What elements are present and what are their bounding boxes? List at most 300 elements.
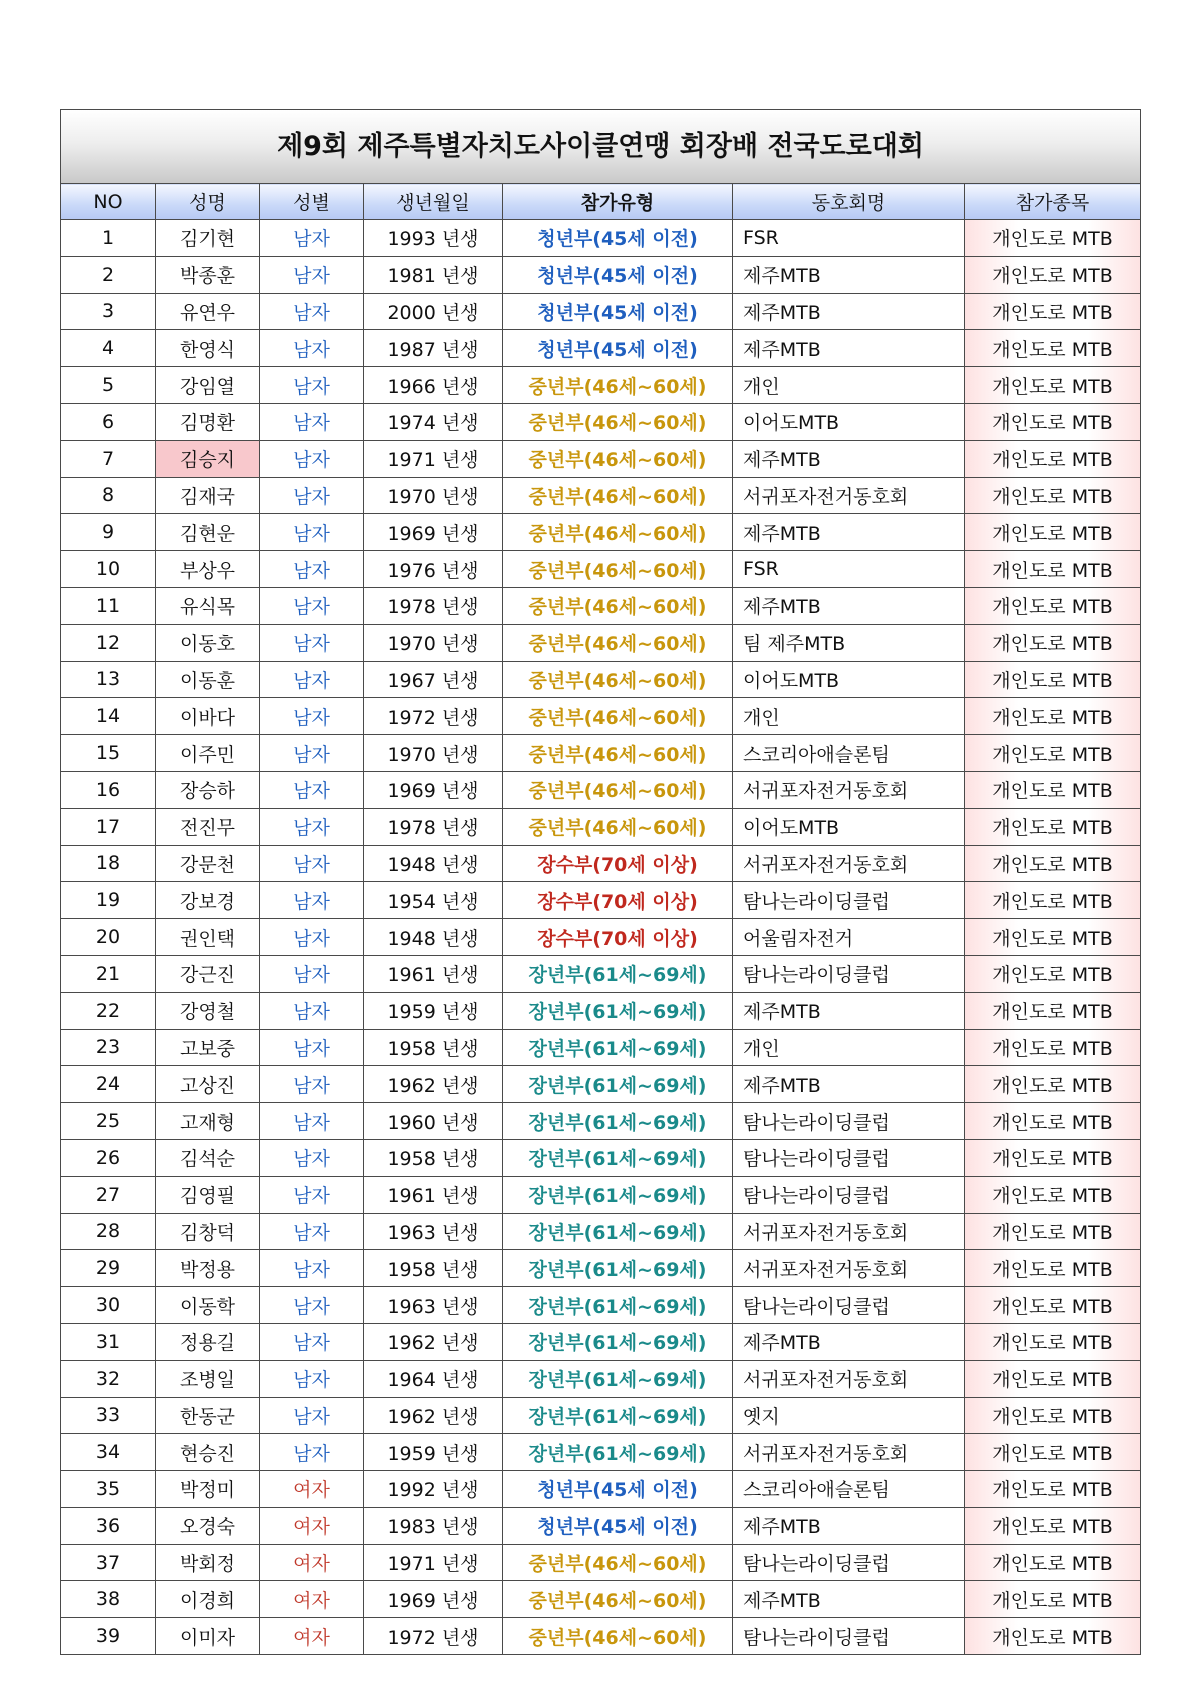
cell-gender: 여자 [260, 1544, 364, 1581]
cell-name: 고보중 [156, 1029, 260, 1066]
cell-gender: 여자 [260, 1507, 364, 1544]
cell-club: 제주MTB [733, 992, 965, 1029]
cell-no: 39 [61, 1618, 156, 1655]
cell-event: 개인도로 MTB [965, 1507, 1141, 1544]
cell-name: 김명환 [156, 403, 260, 440]
cell-birth: 1958 년생 [364, 1139, 503, 1176]
cell-birth: 1969 년생 [364, 514, 503, 551]
cell-club: 제주MTB [733, 514, 965, 551]
cell-birth: 1962 년생 [364, 1323, 503, 1360]
cell-event: 개인도로 MTB [965, 367, 1141, 404]
cell-gender: 남자 [260, 220, 364, 257]
table-body [61, 220, 1141, 1655]
table-row [61, 919, 1141, 956]
cell-category: 장년부(61세~69세) [503, 1066, 733, 1103]
cell-gender: 남자 [260, 1176, 364, 1213]
cell-club: 서귀포자전거동호회 [733, 1360, 965, 1397]
cell-name: 부상우 [156, 551, 260, 588]
cell-gender: 여자 [260, 1471, 364, 1508]
cell-category: 중년부(46세~60세) [503, 661, 733, 698]
cell-category: 장년부(61세~69세) [503, 1360, 733, 1397]
cell-category: 중년부(46세~60세) [503, 1544, 733, 1581]
cell-no: 14 [61, 698, 156, 735]
cell-event: 개인도로 MTB [965, 477, 1141, 514]
table-row [61, 1544, 1141, 1581]
cell-event: 개인도로 MTB [965, 1213, 1141, 1250]
cell-gender: 남자 [260, 403, 364, 440]
cell-event: 개인도로 MTB [965, 587, 1141, 624]
cell-no: 32 [61, 1360, 156, 1397]
table-row [61, 992, 1141, 1029]
cell-name: 이동훈 [156, 661, 260, 698]
cell-gender: 남자 [260, 367, 364, 404]
cell-club: 서귀포자전거동호회 [733, 845, 965, 882]
cell-no: 23 [61, 1029, 156, 1066]
cell-category: 중년부(46세~60세) [503, 587, 733, 624]
cell-birth: 1963 년생 [364, 1287, 503, 1324]
cell-category: 중년부(46세~60세) [503, 367, 733, 404]
cell-no: 10 [61, 551, 156, 588]
table-row [61, 955, 1141, 992]
cell-category: 중년부(46세~60세) [503, 1581, 733, 1618]
cell-category: 중년부(46세~60세) [503, 440, 733, 477]
cell-club: 탐나는라이딩클럽 [733, 1103, 965, 1140]
cell-club: 팀 제주MTB [733, 624, 965, 661]
table-row [61, 845, 1141, 882]
cell-name: 한영식 [156, 330, 260, 367]
cell-gender: 여자 [260, 1618, 364, 1655]
cell-category: 중년부(46세~60세) [503, 551, 733, 588]
cell-no: 1 [61, 220, 156, 257]
cell-birth: 1966 년생 [364, 367, 503, 404]
cell-name: 김영필 [156, 1176, 260, 1213]
table-header-row [61, 184, 1141, 220]
cell-category: 장년부(61세~69세) [503, 1323, 733, 1360]
cell-birth: 1963 년생 [364, 1213, 503, 1250]
cell-birth: 1962 년생 [364, 1397, 503, 1434]
cell-event: 개인도로 MTB [965, 1029, 1141, 1066]
cell-name: 김재국 [156, 477, 260, 514]
table-row [61, 1029, 1141, 1066]
cell-category: 중년부(46세~60세) [503, 808, 733, 845]
table-row [61, 1287, 1141, 1324]
cell-gender: 남자 [260, 293, 364, 330]
cell-birth: 1967 년생 [364, 661, 503, 698]
cell-birth: 1948 년생 [364, 845, 503, 882]
cell-gender: 남자 [260, 735, 364, 772]
cell-category: 청년부(45세 이전) [503, 330, 733, 367]
header-name: 성명 [156, 184, 260, 220]
cell-no: 4 [61, 330, 156, 367]
cell-club: 스코리아애슬론팀 [733, 735, 965, 772]
cell-gender: 남자 [260, 919, 364, 956]
cell-event: 개인도로 MTB [965, 1250, 1141, 1287]
cell-category: 중년부(46세~60세) [503, 735, 733, 772]
cell-birth: 1954 년생 [364, 882, 503, 919]
cell-event: 개인도로 MTB [965, 1139, 1141, 1176]
cell-category: 장년부(61세~69세) [503, 1029, 733, 1066]
table-row [61, 403, 1141, 440]
cell-birth: 1981 년생 [364, 256, 503, 293]
cell-event: 개인도로 MTB [965, 403, 1141, 440]
cell-name: 이경희 [156, 1581, 260, 1618]
cell-event: 개인도로 MTB [965, 955, 1141, 992]
cell-gender: 남자 [260, 955, 364, 992]
cell-category: 청년부(45세 이전) [503, 1471, 733, 1508]
cell-club: FSR [733, 551, 965, 588]
cell-event: 개인도로 MTB [965, 1287, 1141, 1324]
header-club: 동호회명 [733, 184, 965, 220]
cell-event: 개인도로 MTB [965, 1581, 1141, 1618]
cell-event: 개인도로 MTB [965, 293, 1141, 330]
cell-club: 제주MTB [733, 1507, 965, 1544]
cell-event: 개인도로 MTB [965, 330, 1141, 367]
cell-no: 31 [61, 1323, 156, 1360]
cell-club: 서귀포자전거동호회 [733, 477, 965, 514]
cell-club: 제주MTB [733, 256, 965, 293]
cell-name: 권인택 [156, 919, 260, 956]
table-row [61, 440, 1141, 477]
cell-category: 장년부(61세~69세) [503, 955, 733, 992]
cell-gender: 남자 [260, 330, 364, 367]
cell-gender: 남자 [260, 882, 364, 919]
cell-name: 오경숙 [156, 1507, 260, 1544]
cell-no: 30 [61, 1287, 156, 1324]
cell-event: 개인도로 MTB [965, 735, 1141, 772]
cell-no: 8 [61, 477, 156, 514]
cell-club: 옛지 [733, 1397, 965, 1434]
cell-name: 강보경 [156, 882, 260, 919]
cell-event: 개인도로 MTB [965, 771, 1141, 808]
cell-category: 장년부(61세~69세) [503, 1139, 733, 1176]
cell-gender: 남자 [260, 808, 364, 845]
cell-name: 김석순 [156, 1139, 260, 1176]
cell-birth: 1962 년생 [364, 1066, 503, 1103]
cell-birth: 1964 년생 [364, 1360, 503, 1397]
cell-no: 21 [61, 955, 156, 992]
cell-birth: 1971 년생 [364, 1544, 503, 1581]
cell-club: 제주MTB [733, 330, 965, 367]
table-row [61, 220, 1141, 257]
header-category: 참가유형 [503, 184, 733, 220]
table-row [61, 477, 1141, 514]
cell-club: 개인 [733, 1029, 965, 1066]
cell-name: 이바다 [156, 698, 260, 735]
cell-name: 김창덕 [156, 1213, 260, 1250]
cell-birth: 1972 년생 [364, 698, 503, 735]
table-row [61, 1581, 1141, 1618]
header-event: 참가종목 [965, 184, 1141, 220]
cell-birth: 1970 년생 [364, 735, 503, 772]
cell-gender: 남자 [260, 661, 364, 698]
cell-name: 김기현 [156, 220, 260, 257]
cell-gender: 남자 [260, 992, 364, 1029]
cell-event: 개인도로 MTB [965, 1397, 1141, 1434]
cell-gender: 남자 [260, 477, 364, 514]
cell-no: 34 [61, 1434, 156, 1471]
table-row [61, 698, 1141, 735]
cell-birth: 1992 년생 [364, 1471, 503, 1508]
header-no: NO [61, 184, 156, 220]
cell-name: 박종훈 [156, 256, 260, 293]
cell-no: 27 [61, 1176, 156, 1213]
cell-birth: 1958 년생 [364, 1029, 503, 1066]
cell-category: 청년부(45세 이전) [503, 256, 733, 293]
cell-category: 청년부(45세 이전) [503, 293, 733, 330]
cell-event: 개인도로 MTB [965, 1434, 1141, 1471]
table-row [61, 367, 1141, 404]
cell-category: 중년부(46세~60세) [503, 624, 733, 661]
table-row [61, 624, 1141, 661]
cell-gender: 남자 [260, 771, 364, 808]
cell-name: 고상진 [156, 1066, 260, 1103]
header-gender: 성별 [260, 184, 364, 220]
cell-birth: 2000 년생 [364, 293, 503, 330]
cell-club: 스코리아애슬론팀 [733, 1471, 965, 1508]
cell-category: 장년부(61세~69세) [503, 1176, 733, 1213]
cell-no: 38 [61, 1581, 156, 1618]
table-row [61, 771, 1141, 808]
table-row [61, 1250, 1141, 1287]
cell-name: 강영철 [156, 992, 260, 1029]
cell-category: 청년부(45세 이전) [503, 1507, 733, 1544]
cell-birth: 1959 년생 [364, 992, 503, 1029]
cell-birth: 1987 년생 [364, 330, 503, 367]
table-row [61, 1397, 1141, 1434]
cell-category: 중년부(46세~60세) [503, 477, 733, 514]
cell-birth: 1961 년생 [364, 1176, 503, 1213]
cell-no: 17 [61, 808, 156, 845]
cell-name: 유식목 [156, 587, 260, 624]
cell-name: 이동호 [156, 624, 260, 661]
cell-category: 장년부(61세~69세) [503, 992, 733, 1029]
cell-no: 15 [61, 735, 156, 772]
cell-birth: 1961 년생 [364, 955, 503, 992]
cell-gender: 남자 [260, 514, 364, 551]
cell-birth: 1978 년생 [364, 808, 503, 845]
cell-no: 37 [61, 1544, 156, 1581]
cell-gender: 남자 [260, 1139, 364, 1176]
cell-event: 개인도로 MTB [965, 661, 1141, 698]
table-row [61, 514, 1141, 551]
cell-event: 개인도로 MTB [965, 514, 1141, 551]
cell-category: 장수부(70세 이상) [503, 919, 733, 956]
participant-table [60, 109, 1141, 1655]
table-row [61, 808, 1141, 845]
cell-gender: 남자 [260, 256, 364, 293]
cell-club: 제주MTB [733, 587, 965, 624]
cell-name: 정용길 [156, 1323, 260, 1360]
cell-category: 중년부(46세~60세) [503, 1618, 733, 1655]
cell-category: 중년부(46세~60세) [503, 771, 733, 808]
cell-birth: 1971 년생 [364, 440, 503, 477]
table-row [61, 1360, 1141, 1397]
cell-event: 개인도로 MTB [965, 1360, 1141, 1397]
table-row [61, 330, 1141, 367]
cell-gender: 남자 [260, 1029, 364, 1066]
cell-birth: 1983 년생 [364, 1507, 503, 1544]
cell-no: 22 [61, 992, 156, 1029]
table-row [61, 1323, 1141, 1360]
cell-name: 장승하 [156, 771, 260, 808]
cell-name: 이미자 [156, 1618, 260, 1655]
cell-gender: 여자 [260, 1581, 364, 1618]
cell-no: 13 [61, 661, 156, 698]
cell-club: 서귀포자전거동호회 [733, 771, 965, 808]
cell-birth: 1972 년생 [364, 1618, 503, 1655]
cell-club: 탐나는라이딩클럽 [733, 955, 965, 992]
cell-birth: 1969 년생 [364, 771, 503, 808]
cell-birth: 1978 년생 [364, 587, 503, 624]
cell-birth: 1969 년생 [364, 1581, 503, 1618]
cell-club: 탐나는라이딩클럽 [733, 1139, 965, 1176]
cell-no: 12 [61, 624, 156, 661]
cell-birth: 1970 년생 [364, 477, 503, 514]
table-row [61, 735, 1141, 772]
cell-club: 제주MTB [733, 1066, 965, 1103]
cell-name: 김승지 [156, 440, 260, 477]
cell-name: 고재형 [156, 1103, 260, 1140]
cell-name: 현승진 [156, 1434, 260, 1471]
table-row [61, 587, 1141, 624]
cell-no: 29 [61, 1250, 156, 1287]
cell-gender: 남자 [260, 551, 364, 588]
cell-category: 중년부(46세~60세) [503, 403, 733, 440]
table-row [61, 551, 1141, 588]
table-row [61, 1213, 1141, 1250]
cell-club: 탐나는라이딩클럽 [733, 1287, 965, 1324]
cell-event: 개인도로 MTB [965, 440, 1141, 477]
cell-category: 장년부(61세~69세) [503, 1250, 733, 1287]
table-row [61, 1434, 1141, 1471]
cell-club: 서귀포자전거동호회 [733, 1250, 965, 1287]
cell-club: 어울림자전거 [733, 919, 965, 956]
cell-gender: 남자 [260, 1066, 364, 1103]
table-row [61, 293, 1141, 330]
cell-gender: 남자 [260, 1103, 364, 1140]
cell-name: 이동학 [156, 1287, 260, 1324]
cell-club: 개인 [733, 698, 965, 735]
cell-name: 유연우 [156, 293, 260, 330]
header-birth: 생년월일 [364, 184, 503, 220]
cell-club: FSR [733, 220, 965, 257]
cell-gender: 남자 [260, 624, 364, 661]
cell-no: 20 [61, 919, 156, 956]
cell-club: 제주MTB [733, 293, 965, 330]
cell-category: 장수부(70세 이상) [503, 882, 733, 919]
cell-name: 이주민 [156, 735, 260, 772]
cell-name: 전진무 [156, 808, 260, 845]
cell-no: 19 [61, 882, 156, 919]
cell-no: 3 [61, 293, 156, 330]
cell-birth: 1993 년생 [364, 220, 503, 257]
cell-category: 장년부(61세~69세) [503, 1397, 733, 1434]
table-row [61, 882, 1141, 919]
cell-category: 장년부(61세~69세) [503, 1287, 733, 1324]
cell-event: 개인도로 MTB [965, 1544, 1141, 1581]
table-row [61, 1507, 1141, 1544]
cell-birth: 1958 년생 [364, 1250, 503, 1287]
cell-category: 장년부(61세~69세) [503, 1434, 733, 1471]
table-row [61, 1139, 1141, 1176]
cell-event: 개인도로 MTB [965, 1471, 1141, 1508]
cell-no: 25 [61, 1103, 156, 1140]
document-title: 제9회 제주특별자치도사이클연맹 회장배 전국도로대회 [60, 109, 1141, 183]
cell-club: 탐나는라이딩클럽 [733, 1176, 965, 1213]
table-row [61, 1176, 1141, 1213]
cell-club: 서귀포자전거동호회 [733, 1213, 965, 1250]
cell-name: 강근진 [156, 955, 260, 992]
cell-event: 개인도로 MTB [965, 1176, 1141, 1213]
cell-event: 개인도로 MTB [965, 698, 1141, 735]
cell-birth: 1959 년생 [364, 1434, 503, 1471]
cell-event: 개인도로 MTB [965, 1066, 1141, 1103]
cell-category: 장수부(70세 이상) [503, 845, 733, 882]
cell-no: 18 [61, 845, 156, 882]
cell-gender: 남자 [260, 1250, 364, 1287]
cell-birth: 1974 년생 [364, 403, 503, 440]
cell-club: 이어도MTB [733, 403, 965, 440]
cell-category: 중년부(46세~60세) [503, 698, 733, 735]
table-row [61, 1471, 1141, 1508]
cell-birth: 1948 년생 [364, 919, 503, 956]
cell-birth: 1960 년생 [364, 1103, 503, 1140]
cell-no: 24 [61, 1066, 156, 1103]
table-row [61, 1618, 1141, 1655]
cell-event: 개인도로 MTB [965, 845, 1141, 882]
cell-event: 개인도로 MTB [965, 256, 1141, 293]
cell-birth: 1970 년생 [364, 624, 503, 661]
cell-event: 개인도로 MTB [965, 1618, 1141, 1655]
cell-gender: 남자 [260, 1323, 364, 1360]
cell-no: 36 [61, 1507, 156, 1544]
cell-name: 박정미 [156, 1471, 260, 1508]
cell-event: 개인도로 MTB [965, 992, 1141, 1029]
cell-name: 김현운 [156, 514, 260, 551]
table-row [61, 1066, 1141, 1103]
cell-gender: 남자 [260, 698, 364, 735]
cell-no: 33 [61, 1397, 156, 1434]
cell-club: 이어도MTB [733, 661, 965, 698]
cell-club: 탐나는라이딩클럽 [733, 882, 965, 919]
cell-no: 6 [61, 403, 156, 440]
cell-no: 11 [61, 587, 156, 624]
cell-no: 7 [61, 440, 156, 477]
cell-name: 조병일 [156, 1360, 260, 1397]
cell-name: 박회정 [156, 1544, 260, 1581]
cell-gender: 남자 [260, 1360, 364, 1397]
cell-club: 탐나는라이딩클럽 [733, 1544, 965, 1581]
table-row [61, 1103, 1141, 1140]
table-row [61, 256, 1141, 293]
cell-club: 서귀포자전거동호회 [733, 1434, 965, 1471]
cell-club: 제주MTB [733, 440, 965, 477]
cell-event: 개인도로 MTB [965, 882, 1141, 919]
cell-no: 28 [61, 1213, 156, 1250]
cell-no: 5 [61, 367, 156, 404]
cell-name: 한동군 [156, 1397, 260, 1434]
cell-club: 제주MTB [733, 1323, 965, 1360]
cell-no: 35 [61, 1471, 156, 1508]
cell-event: 개인도로 MTB [965, 1323, 1141, 1360]
cell-club: 개인 [733, 367, 965, 404]
cell-name: 강문천 [156, 845, 260, 882]
cell-event: 개인도로 MTB [965, 1103, 1141, 1140]
cell-event: 개인도로 MTB [965, 624, 1141, 661]
cell-event: 개인도로 MTB [965, 808, 1141, 845]
cell-no: 16 [61, 771, 156, 808]
cell-gender: 남자 [260, 845, 364, 882]
